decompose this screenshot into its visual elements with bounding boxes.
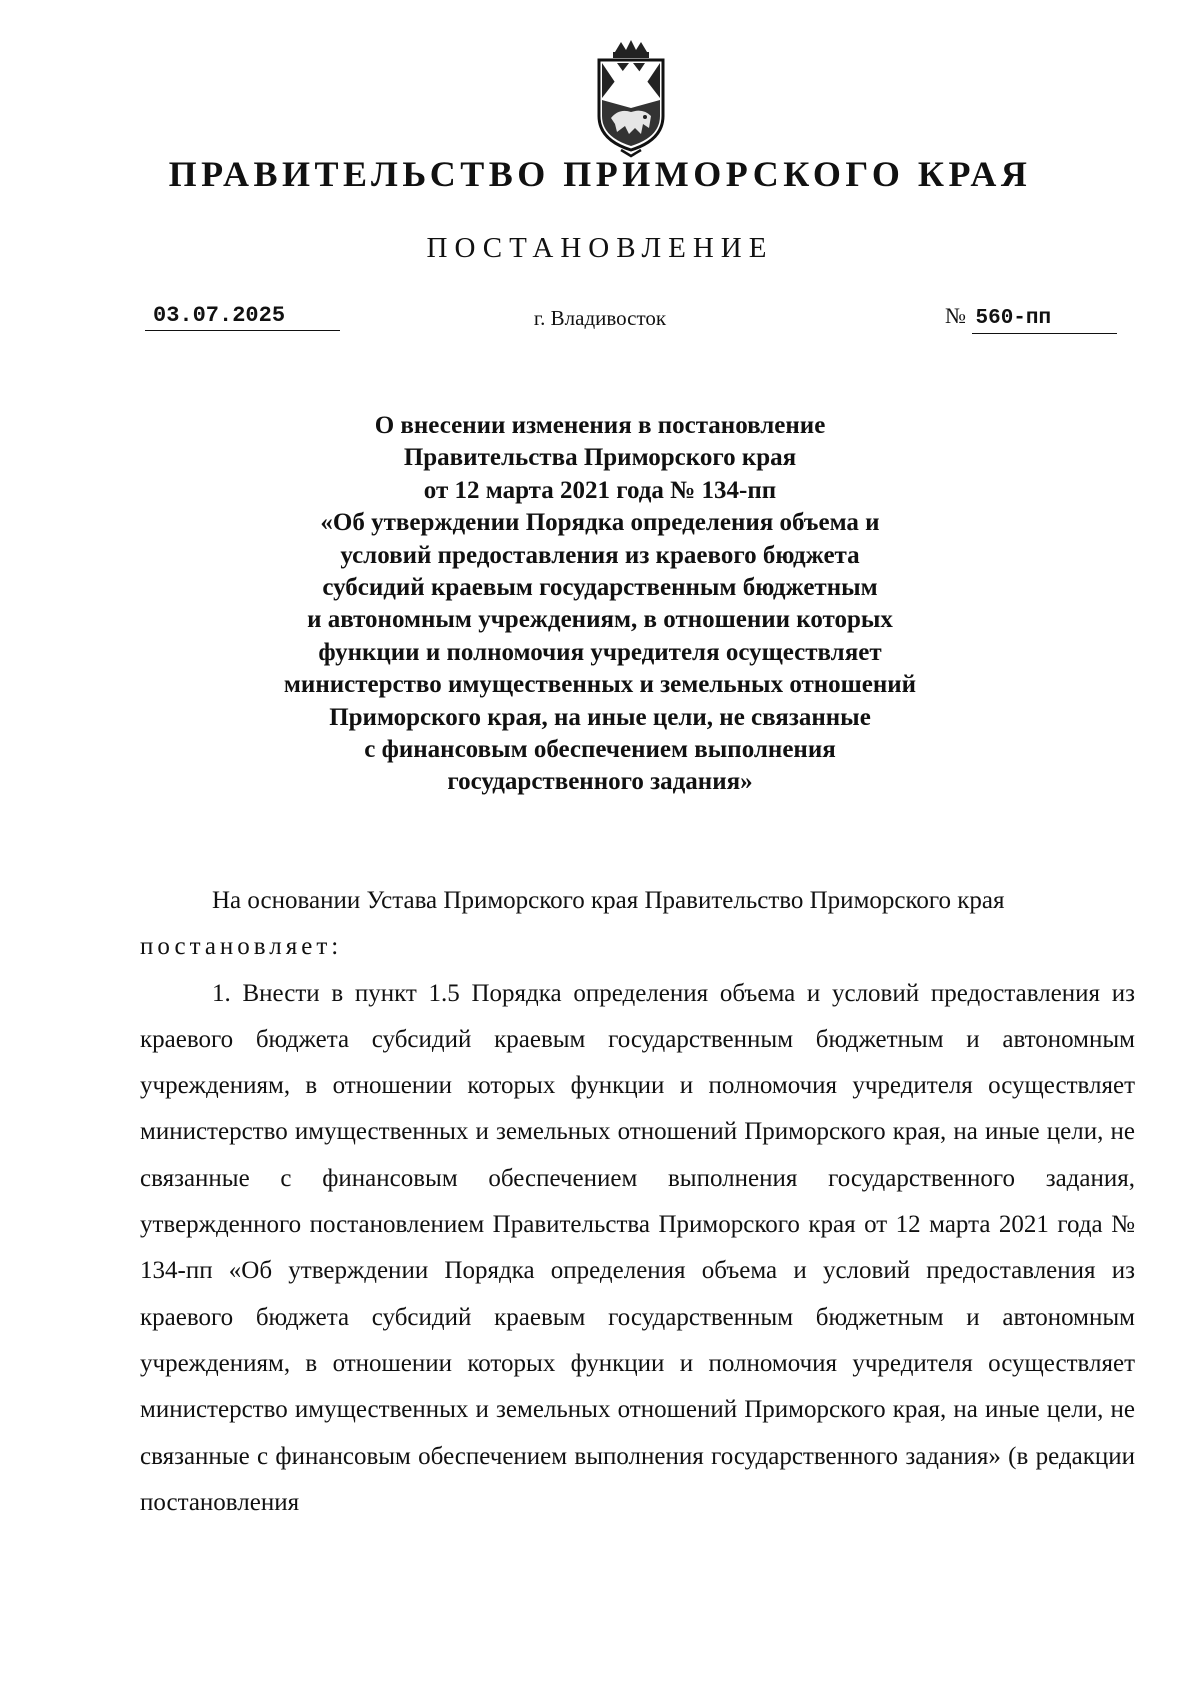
item-1-paragraph: 1. Внести в пункт 1.5 Порядка определения объема и условий предоставления из краевого бюджета субсидий краевым государственным бюджетным и автономным учреждениям, в отношении которых функции и полномочия учредителя осуществляет министерство имущественных и земельных отношений Приморского края, на иные цели, не связанные с финансовым обеспечением выполнения государственного задания, утвержденного постановлением Правительства Приморского края от 12 марта 2021 года № 134-пп «Об утверждении Порядка определения объема и условий предоставления из краевого бюджета субсидий краевым государственным бюджетным и автономным учреждениям, в отношении которых функции и полномочия учредителя осуществляет министерство имущественных и земельных отношений Приморского края, на иные цели, не связанные с финансовым обеспечением выполнения государственного задания» (в редакции постановления [140, 979, 1135, 1516]
heading-line: государственного задания» [447, 768, 753, 796]
resolves-word: постановляет: [140, 933, 343, 961]
heading-line: и автономным учреждениям, в отношении которых [307, 606, 893, 634]
heading-line: министерство имущественных и земельных отношений [283, 671, 917, 699]
government-title: ПРАВИТЕЛЬСТВО ПРИМОРСКОГО КРАЯ [168, 154, 1032, 194]
coat-of-arms-icon [585, 38, 677, 158]
document-body [140, 878, 1135, 1526]
document-city: г. Владивосток [533, 306, 667, 330]
heading-line: от 12 марта 2021 года № 134-пп [423, 476, 777, 504]
number-value: 560-пп [972, 305, 1117, 334]
heading-line: функции и полномочия учредителя осуществляет [318, 638, 882, 666]
number-sign: № [945, 303, 966, 328]
heading-line: Приморского края, на иные цели, не связанные [329, 703, 871, 731]
heading-line: Правительства Приморского края [403, 444, 797, 472]
document-number [945, 302, 1125, 334]
heading-line: с финансовым обеспечением выполнения [364, 736, 836, 764]
heading-line: субсидий краевым государственным бюджетным [322, 574, 878, 602]
document-heading [0, 410, 1200, 799]
preamble-paragraph: На основании Устава Приморского края Правительство Приморского края [212, 887, 1005, 914]
heading-line: О внесении изменения в постановление [374, 412, 826, 439]
heading-line: «Об утверждении Порядка определения объема и [320, 509, 880, 537]
heading-line: условий предоставления из краевого бюджета [340, 541, 860, 569]
document-type: ПОСТАНОВЛЕНИЕ [426, 232, 774, 264]
document-date: 03.07.2025 [145, 302, 340, 331]
